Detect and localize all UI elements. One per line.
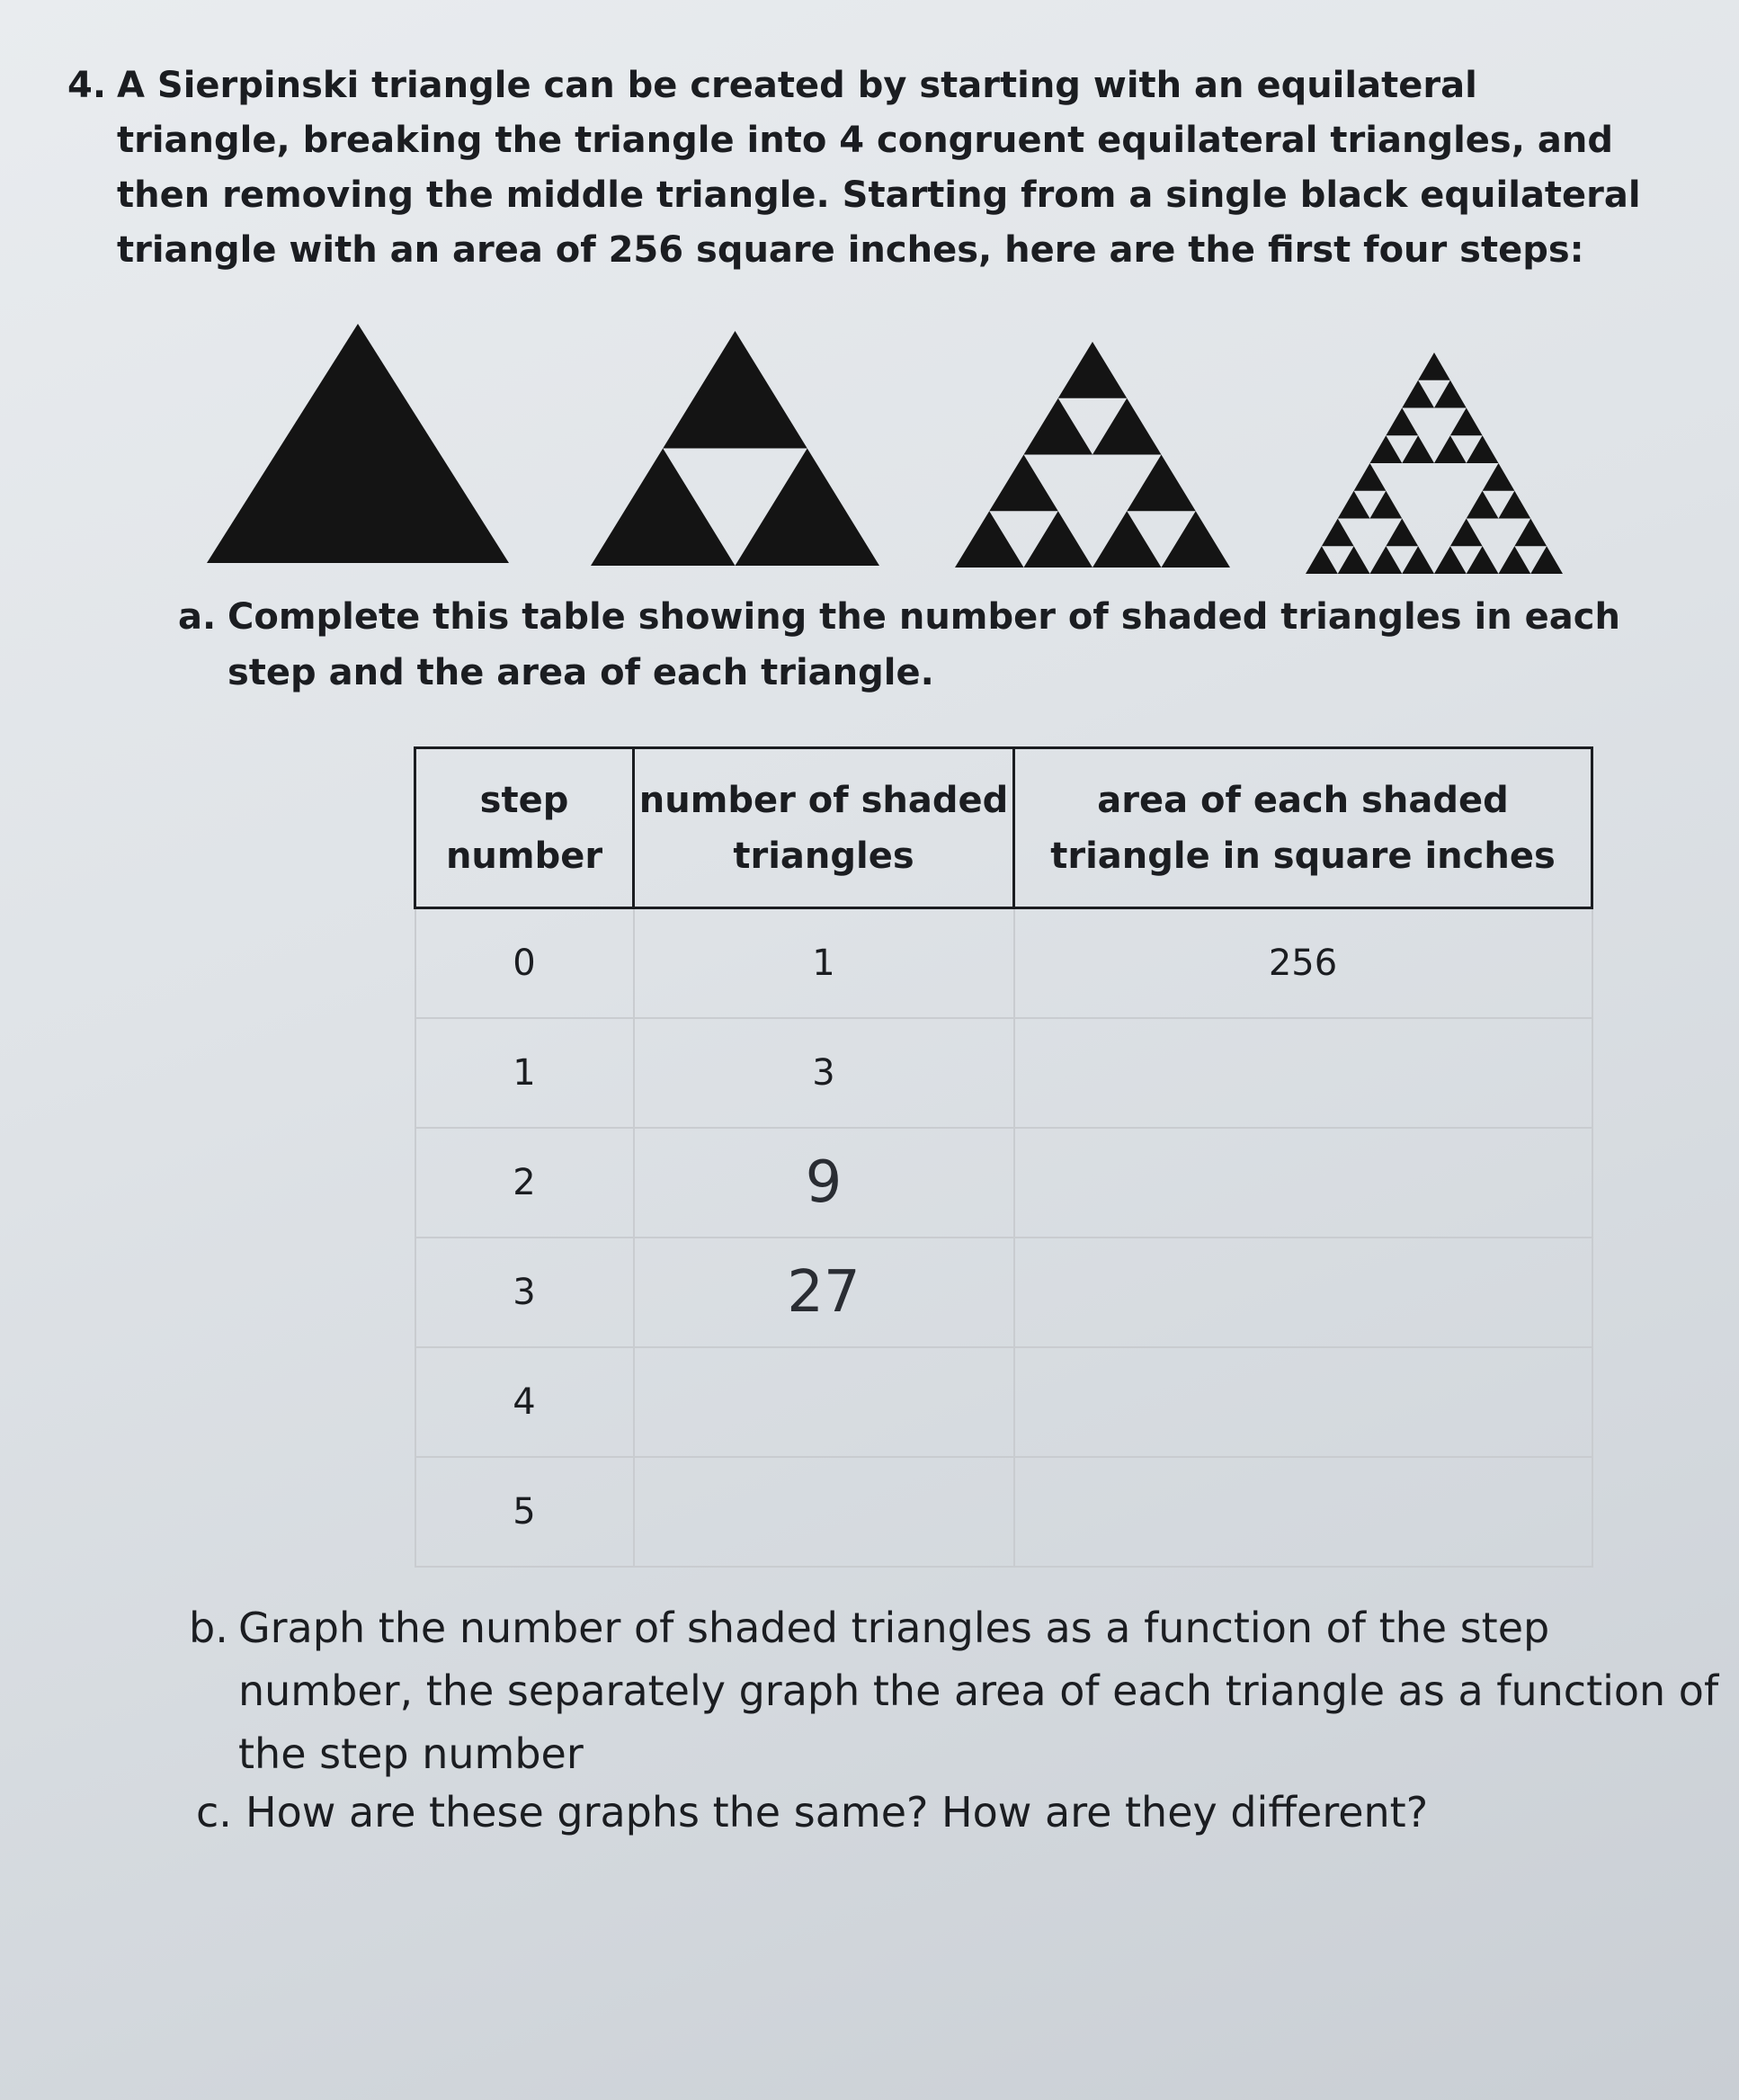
part-b-letter: b. — [189, 1604, 228, 1652]
part-c-text: How are these graphs the same? How are they different? — [245, 1788, 1429, 1836]
shaded-triangle — [207, 324, 509, 563]
shaded-triangle — [1127, 455, 1196, 512]
table-row — [415, 1238, 1592, 1347]
cell-area[interactable] — [1014, 1238, 1592, 1347]
shaded-triangle — [1322, 519, 1354, 547]
cell-area[interactable] — [1014, 1128, 1592, 1238]
shaded-triangle — [1024, 511, 1093, 567]
part-b-text: Graph the number of shaded triangles as a function of the step number, the separately graph the area of each triangle as a function of the step number — [238, 1604, 1719, 1778]
shaded-triangle — [1450, 519, 1483, 547]
shaded-triangle — [1514, 519, 1547, 547]
cell-step: 0 — [415, 908, 634, 1019]
shaded-triangle — [663, 331, 807, 449]
cell-area[interactable]: 256 — [1014, 908, 1592, 1019]
sierpinski-steps-figure — [198, 315, 1583, 585]
table-row — [415, 1347, 1592, 1457]
shaded-triangle — [1499, 546, 1531, 574]
problem-text: A Sierpinski triangle can be created by starting with an equilateral triangle, breaking the triangle into 4 congruent equilateral triangles, and then removing the middle triangle. Starting from a single black equilateral triangle with an area of 256 square inches, here are the first four steps: — [117, 65, 1641, 271]
shaded-triangle — [1370, 546, 1403, 574]
shaded-triangle — [1338, 546, 1370, 574]
table-row — [415, 1018, 1592, 1128]
shaded-triangle — [1092, 398, 1162, 455]
part-c-prompt — [196, 1781, 1455, 1844]
cell-count[interactable] — [634, 1347, 1014, 1457]
shaded-triangle — [1434, 546, 1467, 574]
shaded-triangle — [1450, 408, 1483, 436]
table-row — [415, 1457, 1592, 1567]
shaded-triangle — [1499, 491, 1531, 519]
shaded-triangle — [1467, 491, 1499, 519]
table-row — [415, 1128, 1592, 1238]
cell-step: 4 — [415, 1347, 634, 1457]
header-shaded-count: number of shaded triangles — [634, 748, 1014, 908]
steps-table — [414, 746, 1593, 1568]
shaded-triangle — [989, 455, 1058, 512]
shaded-triangle — [1434, 435, 1467, 463]
sierpinski-step-1 — [589, 329, 881, 567]
shaded-triangle — [1434, 380, 1467, 408]
cell-count[interactable]: 3 — [634, 1018, 1014, 1128]
shaded-triangle — [1058, 342, 1128, 398]
cell-area[interactable] — [1014, 1018, 1592, 1128]
shaded-triangle — [955, 511, 1024, 567]
cell-count[interactable] — [634, 1457, 1014, 1567]
shaded-triangle — [1354, 463, 1387, 491]
cell-area[interactable] — [1014, 1347, 1592, 1457]
cell-count-handwritten[interactable]: 27 — [634, 1238, 1014, 1347]
part-a-prompt — [178, 589, 1689, 701]
sierpinski-step-2 — [953, 340, 1232, 569]
part-c-letter: c. — [196, 1788, 232, 1836]
shaded-triangle — [1386, 519, 1418, 547]
shaded-triangle — [591, 449, 736, 567]
shaded-triangle — [1483, 463, 1515, 491]
shaded-triangle — [1467, 546, 1499, 574]
header-step-number: step number — [415, 748, 634, 908]
shaded-triangle — [1306, 546, 1338, 574]
table-row — [415, 908, 1592, 1019]
shaded-triangle — [1418, 353, 1450, 380]
shaded-triangle — [1402, 380, 1434, 408]
shaded-triangle — [736, 449, 880, 567]
table-header-row — [415, 748, 1592, 908]
header-area: area of each shaded triangle in square inches — [1014, 748, 1592, 908]
shaded-triangle — [1024, 398, 1093, 455]
shaded-triangle — [1162, 511, 1231, 567]
shaded-triangle — [1402, 435, 1434, 463]
cell-count-handwritten[interactable]: 9 — [634, 1128, 1014, 1238]
part-a-letter: a. — [178, 596, 217, 638]
cell-step: 3 — [415, 1238, 634, 1347]
shaded-triangle — [1370, 435, 1403, 463]
sierpinski-step-3 — [1304, 351, 1565, 576]
part-a-text: Complete this table showing the number of shaded triangles in each step and the area of each triangle. — [227, 596, 1620, 693]
sierpinski-step-0 — [205, 322, 511, 565]
shaded-triangle — [1467, 435, 1499, 463]
cell-count[interactable]: 1 — [634, 908, 1014, 1019]
shaded-triangle — [1092, 511, 1162, 567]
shaded-triangle — [1386, 408, 1418, 436]
cell-step: 5 — [415, 1457, 634, 1567]
problem-number: 4. — [67, 65, 107, 106]
shaded-triangle — [1530, 546, 1563, 574]
problem-statement — [67, 58, 1641, 278]
cell-area[interactable] — [1014, 1457, 1592, 1567]
part-b-prompt — [189, 1596, 1735, 1785]
cell-step: 2 — [415, 1128, 634, 1238]
shaded-triangle — [1370, 491, 1403, 519]
shaded-triangle — [1338, 491, 1370, 519]
shaded-triangle — [1402, 546, 1434, 574]
cell-step: 1 — [415, 1018, 634, 1128]
